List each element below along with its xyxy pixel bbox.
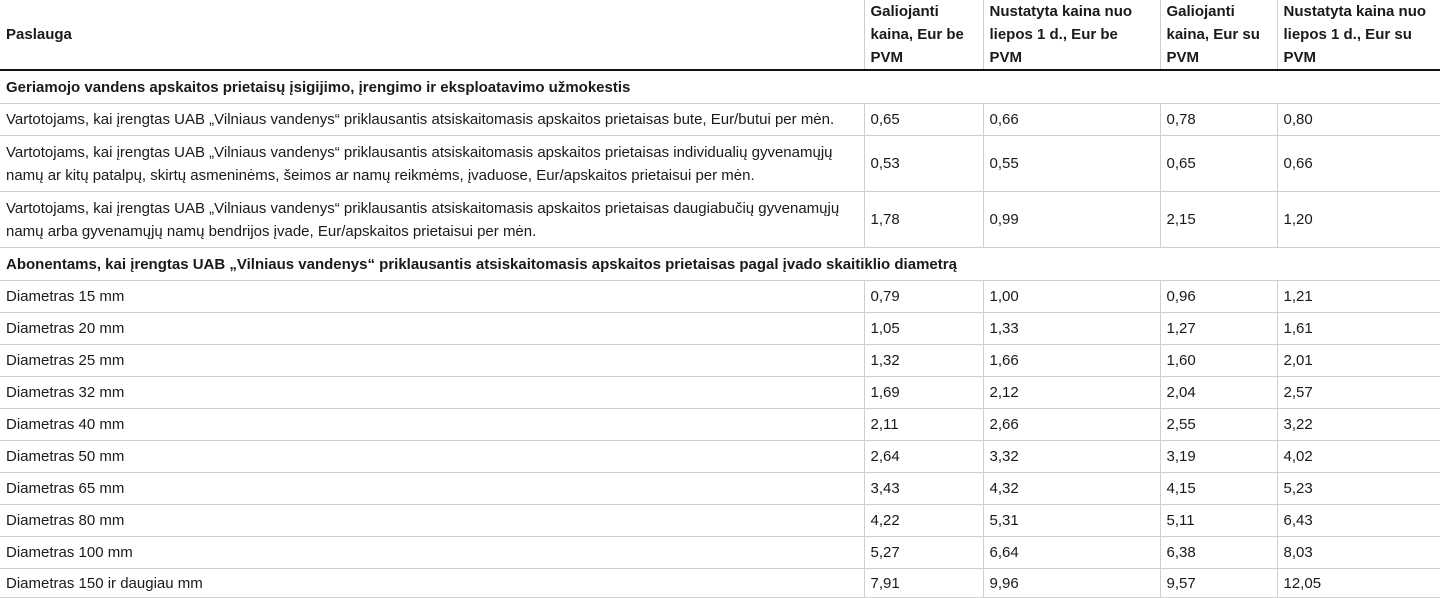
header-service: Paslauga — [0, 0, 864, 70]
table-row — [0, 473, 1440, 505]
price-cell: 1,60 — [1160, 345, 1277, 377]
service-cell: Diametras 50 mm — [0, 441, 864, 473]
table-row — [0, 345, 1440, 377]
price-cell: 9,96 — [983, 569, 1160, 598]
table-row — [0, 569, 1440, 598]
table-row — [0, 104, 1440, 136]
table-row — [0, 537, 1440, 569]
price-cell: 0,96 — [1160, 281, 1277, 313]
price-cell: 0,80 — [1277, 104, 1440, 136]
table-row — [0, 136, 1440, 192]
price-cell: 0,66 — [983, 104, 1160, 136]
price-cell: 3,32 — [983, 441, 1160, 473]
price-cell: 1,61 — [1277, 313, 1440, 345]
price-cell: 12,05 — [1277, 569, 1440, 598]
price-cell: 0,99 — [983, 192, 1160, 248]
price-cell: 1,69 — [864, 377, 983, 409]
price-cell: 1,27 — [1160, 313, 1277, 345]
service-cell: Diametras 15 mm — [0, 281, 864, 313]
price-cell: 1,00 — [983, 281, 1160, 313]
header-new-price-inc-vat: Nustatyta kaina nuo liepos 1 d., Eur su PVM — [1283, 3, 1427, 66]
price-cell: 2,11 — [864, 409, 983, 441]
table-header-row — [0, 0, 1440, 70]
price-cell: 5,27 — [864, 537, 983, 569]
price-cell: 0,79 — [864, 281, 983, 313]
price-cell: 1,66 — [983, 345, 1160, 377]
price-cell: 2,64 — [864, 441, 983, 473]
price-cell: 3,19 — [1160, 441, 1277, 473]
price-cell: 6,64 — [983, 537, 1160, 569]
price-cell: 1,32 — [864, 345, 983, 377]
price-cell: 5,11 — [1160, 505, 1277, 537]
price-cell: 4,22 — [864, 505, 983, 537]
section-row — [0, 248, 1440, 281]
price-cell: 7,91 — [864, 569, 983, 598]
service-cell: Diametras 100 mm — [0, 537, 864, 569]
service-cell: Diametras 150 ir daugiau mm — [0, 569, 864, 598]
price-cell: 0,66 — [1277, 136, 1440, 192]
service-cell: Diametras 20 mm — [0, 313, 864, 345]
price-cell: 4,02 — [1277, 441, 1440, 473]
price-cell: 0,78 — [1160, 104, 1277, 136]
price-cell: 4,15 — [1160, 473, 1277, 505]
service-cell: Diametras 65 mm — [0, 473, 864, 505]
price-cell: 0,65 — [864, 104, 983, 136]
price-cell: 1,05 — [864, 313, 983, 345]
service-cell: Diametras 32 mm — [0, 377, 864, 409]
price-cell: 2,57 — [1277, 377, 1440, 409]
price-cell: 6,43 — [1277, 505, 1440, 537]
price-cell: 2,66 — [983, 409, 1160, 441]
price-cell: 2,15 — [1160, 192, 1277, 248]
service-cell: Diametras 40 mm — [0, 409, 864, 441]
service-cell: Vartotojams, kai įrengtas UAB „Vilniaus vandenys“ priklausantis atsiskaitomasis apskaitos prietaisas daugiabučių gyvenamųjų namų arba gyvenamųjų namų bendrijos įvade, Eur/apskaitos prietaisui per mėn. — [0, 192, 864, 248]
price-cell: 3,43 — [864, 473, 983, 505]
service-cell: Vartotojams, kai įrengtas UAB „Vilniaus vandenys“ priklausantis atsiskaitomasis apskaitos prietaisas individualių gyvenamųjų namų ar kitų patalpų, skirtų asmeninėms, šeimos ar namų reikmėms, įvaduose, Eur/apskaitos prietaisui per mėn. — [0, 136, 864, 192]
header-current-price-ex-vat: Galiojanti kaina, Eur be PVM — [864, 0, 983, 70]
header-new-price-ex-vat: Nustatyta kaina nuo liepos 1 d., Eur be PVM — [983, 0, 1160, 70]
table-row — [0, 377, 1440, 409]
price-cell: 1,78 — [864, 192, 983, 248]
section-title: Geriamojo vandens apskaitos prietaisų įsigijimo, įrengimo ir eksploatavimo užmokestis — [0, 70, 1440, 104]
price-cell: 4,32 — [983, 473, 1160, 505]
table-row — [0, 192, 1440, 248]
price-cell: 1,21 — [1277, 281, 1440, 313]
price-cell: 1,33 — [983, 313, 1160, 345]
section-row — [0, 70, 1440, 104]
price-cell: 0,53 — [864, 136, 983, 192]
price-cell: 2,04 — [1160, 377, 1277, 409]
table-row — [0, 441, 1440, 473]
price-cell: 8,03 — [1277, 537, 1440, 569]
price-cell: 9,57 — [1160, 569, 1277, 598]
section-title: Abonentams, kai įrengtas UAB „Vilniaus vandenys“ priklausantis atsiskaitomasis apskaitos prietaisas pagal įvado skaitiklio diametrą — [0, 248, 1440, 281]
service-cell: Vartotojams, kai įrengtas UAB „Vilniaus vandenys“ priklausantis atsiskaitomasis apskaitos prietaisas bute, Eur/butui per mėn. — [0, 104, 864, 136]
price-cell: 0,65 — [1160, 136, 1277, 192]
price-cell: 6,38 — [1160, 537, 1277, 569]
service-cell: Diametras 25 mm — [0, 345, 864, 377]
table-row — [0, 505, 1440, 537]
table-row — [0, 409, 1440, 441]
price-cell: 2,01 — [1277, 345, 1440, 377]
price-cell: 2,12 — [983, 377, 1160, 409]
price-cell: 1,20 — [1277, 192, 1440, 248]
table-row — [0, 281, 1440, 313]
price-cell: 5,23 — [1277, 473, 1440, 505]
table-row — [0, 313, 1440, 345]
price-cell: 2,55 — [1160, 409, 1277, 441]
price-cell: 5,31 — [983, 505, 1160, 537]
price-cell: 3,22 — [1277, 409, 1440, 441]
header-current-price-inc-vat: Galiojanti kaina, Eur su PVM — [1160, 0, 1277, 70]
service-cell: Diametras 80 mm — [0, 505, 864, 537]
price-cell: 0,55 — [983, 136, 1160, 192]
